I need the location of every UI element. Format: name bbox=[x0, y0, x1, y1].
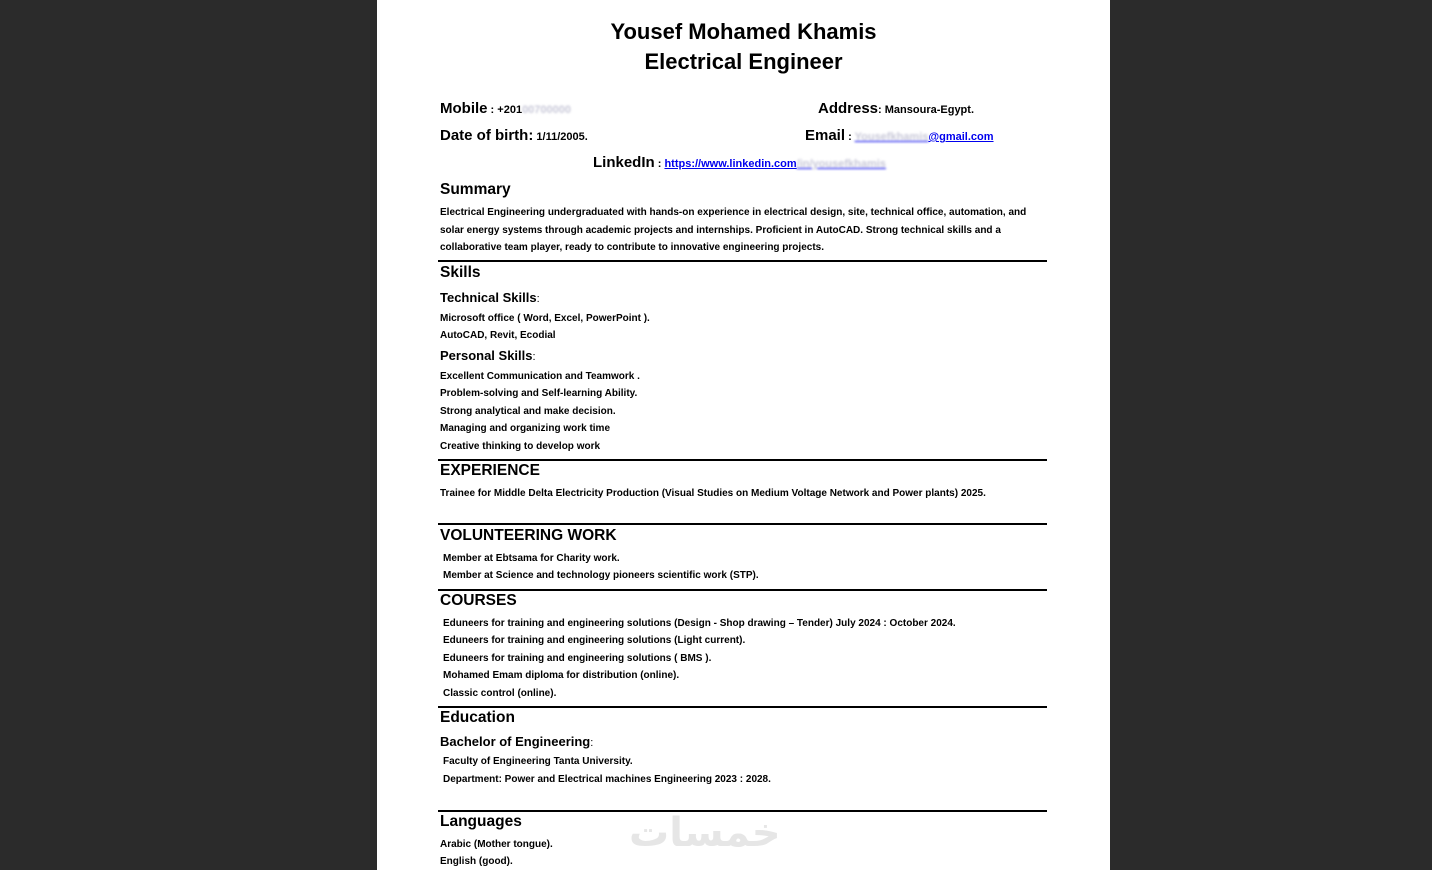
skill-item: Strong analytical and make decision. bbox=[440, 406, 616, 417]
volunteering-heading: VOLUNTEERING WORK bbox=[440, 527, 617, 544]
email-field: Email : Yousefkhamis@gmail.com bbox=[805, 127, 994, 144]
address-value: Mansoura-Egypt. bbox=[884, 104, 974, 116]
education-item: Department: Power and Electrical machines Engineering 2023 : 2028. bbox=[443, 774, 771, 785]
summary-line: collaborative team player, ready to contribute to innovative engineering projects. bbox=[440, 242, 824, 253]
course-item: Eduneers for training and engineering solutions (Design - Shop drawing – Tender) July 2024 : October 2024. bbox=[443, 618, 956, 629]
resume-page bbox=[377, 0, 1110, 870]
section-divider bbox=[438, 260, 1047, 262]
personal-skills-heading: Personal Skills: bbox=[440, 348, 536, 363]
language-item: English (good). bbox=[440, 856, 513, 867]
resume-title: Electrical Engineer bbox=[644, 49, 843, 74]
summary-line: solar energy systems through academic projects and internships. Proficient in AutoCAD. Strong technical skills and a bbox=[440, 225, 1001, 236]
dob-field bbox=[440, 126, 588, 146]
skill-item: Microsoft office ( Word, Excel, PowerPoint ). bbox=[440, 313, 650, 324]
course-item: Eduneers for training and engineering solutions (Light current). bbox=[443, 635, 746, 646]
course-item: Eduneers for training and engineering solutions ( BMS ). bbox=[443, 653, 712, 664]
linkedin-link[interactable]: https://www.linkedin.com/in/yousefkhamis bbox=[664, 158, 886, 170]
section-divider bbox=[438, 706, 1047, 708]
skill-item: Creative thinking to develop work bbox=[440, 441, 601, 452]
address-label: Address bbox=[818, 100, 879, 117]
linkedin-field: LinkedIn : https://www.linkedin.com/in/yousefkhamis bbox=[593, 154, 886, 171]
course-item: Classic control (online). bbox=[443, 688, 557, 699]
watermark-logo: خمسات bbox=[629, 810, 781, 856]
dob-value: 1/11/2005. bbox=[536, 131, 588, 143]
experience-heading: EXPERIENCE bbox=[440, 462, 540, 479]
mobile-label: Mobile bbox=[440, 100, 488, 117]
summary-line: Electrical Engineering undergraduated with hands-on experience in electrical design, site, technical office, automation, and bbox=[440, 207, 1027, 218]
address-field: Address: Mansoura-Egypt. bbox=[818, 100, 974, 117]
education-item: Faculty of Engineering Tanta University. bbox=[443, 756, 633, 767]
mobile-redacted: 00700000 bbox=[522, 104, 572, 116]
languages-heading: Languages bbox=[440, 813, 522, 830]
volunteering-item: Member at Science and technology pioneers scientific work (STP). bbox=[443, 570, 759, 581]
section-divider bbox=[438, 589, 1047, 591]
courses-heading: COURSES bbox=[440, 592, 517, 609]
degree-heading: Bachelor of Engineering: bbox=[440, 734, 594, 749]
email-label: Email bbox=[805, 127, 846, 144]
email-link[interactable]: Yousefkhamis@gmail.com bbox=[854, 131, 994, 143]
volunteering-item: Member at Ebtsama for Charity work. bbox=[443, 553, 620, 564]
mobile-field: Mobile : +20100700000 bbox=[440, 100, 572, 117]
dob-label: Date of birth: bbox=[440, 127, 534, 144]
summary-heading: Summary bbox=[440, 181, 511, 198]
experience-item: Trainee for Middle Delta Electricity Production (Visual Studies on Medium Voltage Network and Power plants) 2025. bbox=[440, 488, 986, 499]
skill-item: Managing and organizing work time bbox=[440, 423, 611, 434]
skills-heading: Skills bbox=[440, 264, 481, 281]
mobile-value: +201 bbox=[497, 104, 523, 116]
skill-item: AutoCAD, Revit, Ecodial bbox=[440, 330, 556, 341]
language-item: Arabic (Mother tongue). bbox=[440, 839, 553, 850]
resume-name: Yousef Mohamed Khamis bbox=[610, 19, 877, 44]
linkedin-label: LinkedIn bbox=[593, 154, 655, 171]
section-divider bbox=[438, 523, 1047, 525]
education-heading: Education bbox=[440, 709, 515, 726]
skill-item: Problem-solving and Self-learning Ability. bbox=[440, 388, 638, 399]
course-item: Mohamed Emam diploma for distribution (online). bbox=[443, 670, 680, 681]
technical-skills-heading: Technical Skills: bbox=[440, 290, 540, 305]
skill-item: Excellent Communication and Teamwork . bbox=[440, 371, 640, 382]
